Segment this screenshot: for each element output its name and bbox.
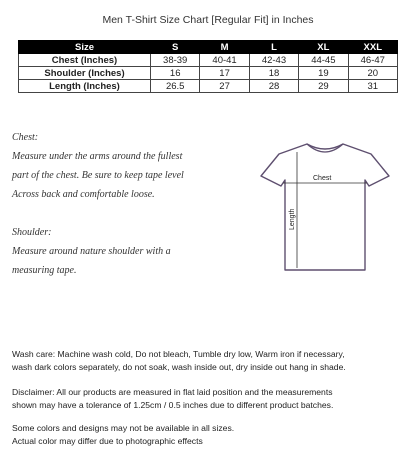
table-cell: 46-47 <box>348 54 397 67</box>
table-row <box>19 80 398 93</box>
table-cell: 16 <box>151 67 200 80</box>
availability-note <box>12 422 412 448</box>
header-cell: M <box>200 41 249 54</box>
disclaimer-note <box>12 386 412 412</box>
note-line: Disclaimer: All our products are measured in flat laid position and the measurements <box>12 387 333 397</box>
size-chart-table <box>18 40 398 93</box>
table-cell: 20 <box>348 67 397 80</box>
tshirt-diagram <box>255 138 395 278</box>
table-cell: 42-43 <box>249 54 298 67</box>
header-cell: L <box>249 41 298 54</box>
table-cell: 38-39 <box>151 54 200 67</box>
length-label: Length <box>289 208 296 230</box>
table-row <box>19 67 398 80</box>
tshirt-outline-icon <box>261 144 389 270</box>
row-label: Length (Inches) <box>19 80 151 93</box>
shoulder-heading: Shoulder: <box>12 227 52 238</box>
chest-line: Across back and comfortable loose. <box>12 189 155 200</box>
shoulder-line: measuring tape. <box>12 265 77 276</box>
table-cell: 31 <box>348 80 397 93</box>
table-cell: 40-41 <box>200 54 249 67</box>
header-cell: XL <box>299 41 348 54</box>
shoulder-guide <box>12 223 171 280</box>
table-cell: 27 <box>200 80 249 93</box>
chest-line: Measure under the arms around the fullest <box>12 151 183 162</box>
header-cell: Size <box>19 41 151 54</box>
header-cell: XXL <box>348 41 397 54</box>
note-line: shown may have a tolerance of 1.25cm / 0.5 inches due to different product batches. <box>12 400 334 410</box>
table-cell: 18 <box>249 67 298 80</box>
table-header-row <box>19 41 398 54</box>
table-cell: 44-45 <box>299 54 348 67</box>
shoulder-line: Measure around nature shoulder with a <box>12 246 171 257</box>
chest-line: part of the chest. Be sure to keep tape level <box>12 170 184 181</box>
wash-care-note <box>12 348 412 374</box>
note-line: Wash care: Machine wash cold, Do not bleach, Tumble dry low, Warm iron if necessary, <box>12 349 345 359</box>
note-line: Actual color may differ due to photographic effects <box>12 436 203 446</box>
table-cell: 26.5 <box>151 80 200 93</box>
chest-guide <box>12 128 184 204</box>
table-cell: 29 <box>299 80 348 93</box>
row-label: Chest (Inches) <box>19 54 151 67</box>
row-label: Shoulder (Inches) <box>19 67 151 80</box>
note-line: wash dark colors separately, do not soak, wash inside out, dry inside out hang in shade. <box>12 362 346 372</box>
chest-label: Chest <box>313 175 332 182</box>
chest-heading: Chest: <box>12 132 39 143</box>
table-cell: 19 <box>299 67 348 80</box>
tshirt-collar-icon <box>307 144 343 152</box>
table-cell: 28 <box>249 80 298 93</box>
page-title: Men T-Shirt Size Chart [Regular Fit] in Inches <box>102 14 314 26</box>
note-line: Some colors and designs may not be available in all sizes. <box>12 423 235 433</box>
table-cell: 17 <box>200 67 249 80</box>
table-row <box>19 54 398 67</box>
header-cell: S <box>151 41 200 54</box>
